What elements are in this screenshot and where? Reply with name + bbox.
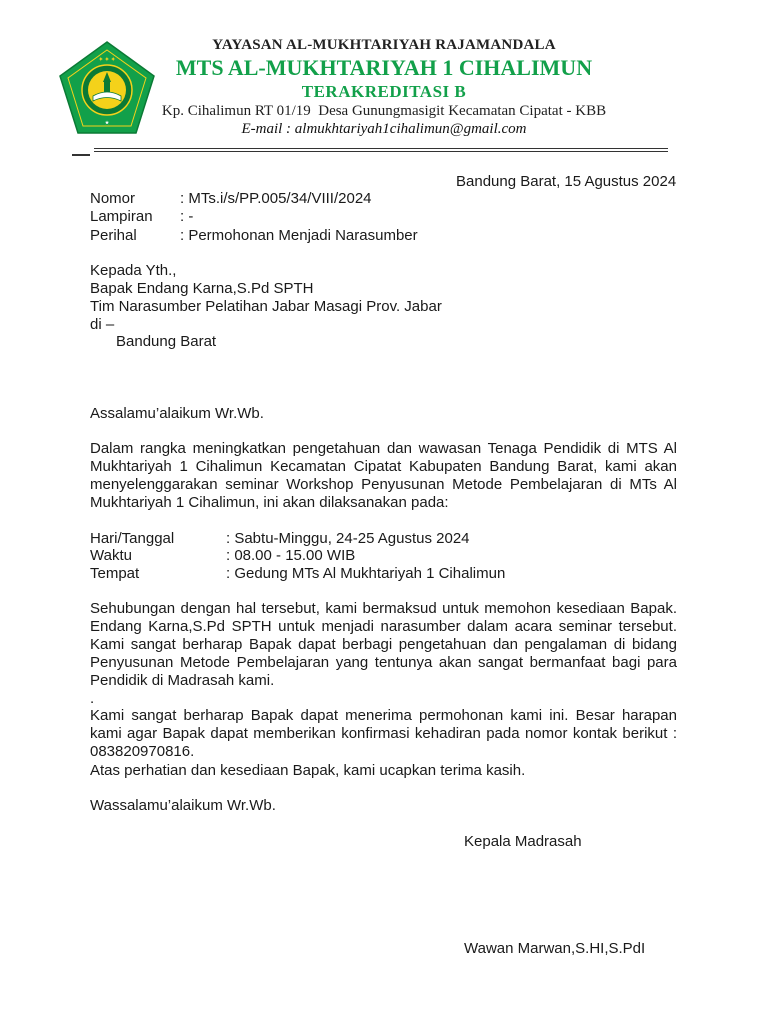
recipient-line: Tim Narasumber Pelatihan Jabar Masagi Prov. Jabar	[90, 298, 442, 315]
svg-text:★: ★	[104, 120, 110, 125]
stray-dot: .	[90, 690, 95, 707]
paragraph-request: Sehubungan dengan hal tersebut, kami bermaksud untuk memohon kesediaan Bapak. Endang Karna,S.Pd SPTH untuk menjadi narasumber dalam acara seminar tersebut. Kami sangat berharap Bapak dapat berbagi pengetahuan dan pengalaman di bidang Penyusunan Metode Pembelajaran yang tentunya akan sangat bermanfaat bagi para Pendidik di Madrasah kami.	[90, 600, 677, 689]
place-date: Bandung Barat, 15 Agustus 2024	[456, 173, 677, 190]
svg-text:✦ ✦ ✦: ✦ ✦ ✦	[98, 57, 116, 63]
school-logo	[57, 40, 157, 140]
recipient-line: Kepada Yth.,	[90, 262, 177, 279]
recipient-line: Bapak Endang Karna,S.Pd SPTH	[90, 280, 314, 297]
event-value-time: : 08.00 - 15.00 WIB	[226, 547, 356, 564]
meta-value-perihal: : Permohonan Menjadi Narasumber	[180, 227, 418, 244]
paragraph-confirmation: Kami sangat berharap Bapak dapat menerima permohonan kami ini. Besar harapan kami agar Bapak dapat memberikan konfirmasi kehadiran pada nomor kontak berikut : 083820970816.	[90, 707, 677, 760]
foundation-name: YAYASAN AL-MUKHTARIYAH RAJAMANDALA	[212, 37, 556, 53]
school-address: Kp. Cihalimun RT 01/19 Desa Gunungmasigit Kecamatan Cipatat - KBB	[161, 103, 607, 119]
paragraph-thanks: Atas perhatian dan kesediaan Bapak, kami ucapkan terima kasih.	[90, 762, 526, 779]
signature-title: Kepala Madrasah	[464, 833, 582, 850]
header-rule-mark	[72, 154, 90, 156]
meta-label-nomor: Nomor	[90, 190, 136, 207]
event-label-place: Tempat	[90, 565, 140, 582]
recipient-city: Bandung Barat	[116, 333, 217, 350]
meta-value-nomor: : MTs.i/s/PP.005/34/VIII/2024	[180, 190, 372, 207]
school-email: E-mail : almukhtariyah1cihalimun@gmail.com	[241, 121, 527, 137]
recipient-line: di –	[90, 316, 115, 333]
event-value-place: : Gedung MTs Al Mukhtariyah 1 Cihalimun	[226, 565, 506, 582]
event-label-date: Hari/Tanggal	[90, 530, 175, 547]
accreditation: TERAKREDITASI B	[301, 82, 467, 101]
closing: Wassalamu’alaikum Wr.Wb.	[90, 797, 276, 814]
header-rule-bottom	[94, 151, 668, 152]
school-name: MTS AL-MUKHTARIYAH 1 CIHALIMUN	[175, 55, 593, 80]
meta-value-lampiran: : -	[180, 208, 194, 225]
signature-name: Wawan Marwan,S.HI,S.PdI	[464, 940, 646, 957]
paragraph-intro: Dalam rangka meningkatkan pengetahuan dan wawasan Tenaga Pendidik di MTS Al Mukhtariyah 1 Cihalimun Kecamatan Cipatat Kabupaten Bandung Barat, kami akan menyelenggarakan seminar Workshop Penyusunan Metode Pembelajaran di MTs Al Mukhtariyah 1 Cihalimun, ini akan dilaksanakan pada:	[90, 440, 677, 511]
header-rule-top	[94, 148, 668, 149]
event-label-time: Waktu	[90, 547, 132, 564]
meta-label-perihal: Perihal	[90, 227, 137, 244]
event-value-date: : Sabtu-Minggu, 24-25 Agustus 2024	[226, 530, 470, 547]
meta-label-lampiran: Lampiran	[90, 208, 153, 225]
greeting: Assalamu’alaikum Wr.Wb.	[90, 405, 264, 422]
